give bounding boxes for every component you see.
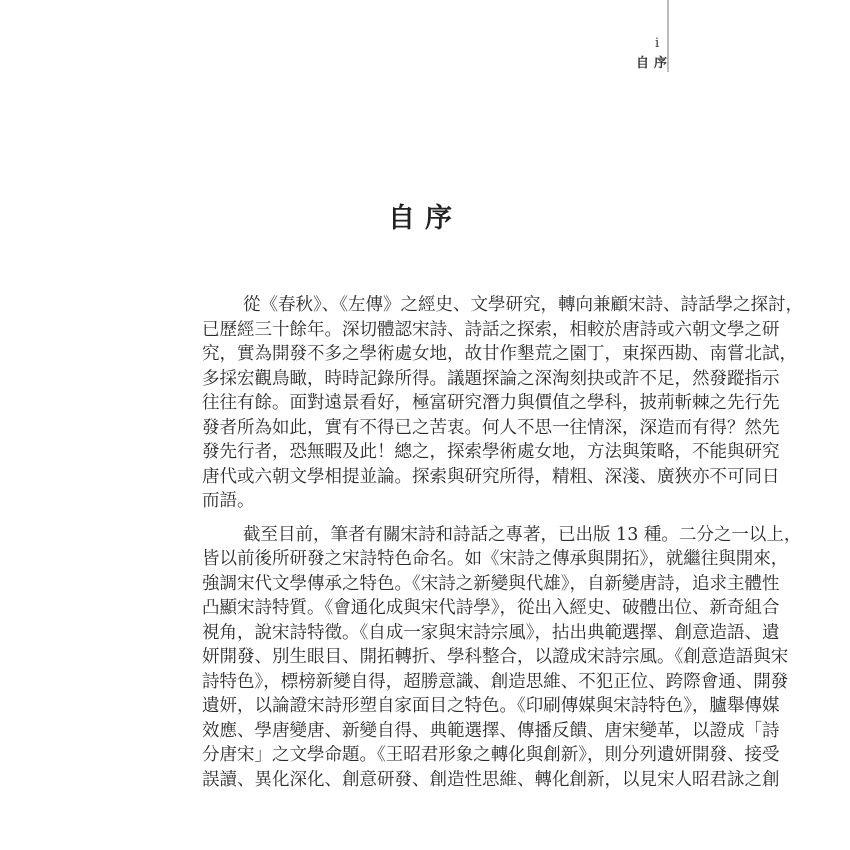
text-line: 唐代或六朝文學相提並論。探索與研究所得，精粗、深淺、廣狹亦不可同日 xyxy=(202,466,780,487)
chapter-title: 自序 xyxy=(388,203,462,234)
text-line: 發先行者，恐無暇及此！總之，探索學術處女地，方法與策略，不能與研究 xyxy=(202,442,780,462)
text-line: 妍開發、別生眼目、開拓轉折、學科整合，以證成宋詩宗風。《創意造語與宋 xyxy=(202,647,789,667)
text-line: 詩特色》，標榜新變自得，超勝意識、創造思維、不犯正位、跨際會通、開發 xyxy=(202,671,789,692)
text-line: 分唐宋」之文學命題。《王昭君形象之轉化與創新》，則分列遺妍開發、接受 xyxy=(202,745,780,765)
text-line: 已歷經三十餘年。深切體認宋詩、詩話之探索，相較於唐詩或六朝文學之研 xyxy=(202,319,780,340)
text-line: 多採宏觀鳥瞰，時時記錄所得。議題探論之深淘刻抉或許不足，然發蹤指示 xyxy=(202,368,780,389)
paragraph xyxy=(202,293,803,514)
text-line: 究，實為開發不多之學術處女地，故甘作墾荒之園丁，東探西勘、南嘗北試， xyxy=(202,344,797,364)
page-number: i xyxy=(655,36,660,51)
text-line: 凸顯宋詩特質。《會通化成與宋代詩學》，從出入經史、破體出位、新奇組合 xyxy=(202,598,780,618)
text-line: 強調宋代文學傳承之特色。《宋詩之新變與代雄》，自新變唐詩，追求主體性 xyxy=(202,573,780,594)
text-line: 誤讀、異化深化、創意研發、創造性思維、轉化創新，以見宋人昭君詠之創 xyxy=(202,769,780,790)
running-header-title: 自序 xyxy=(636,56,673,71)
body-text xyxy=(202,293,803,792)
text-line: 效應、學唐變唐、新變自得、典範選擇、傳播反饋、唐宋變革，以證成「詩 xyxy=(202,720,780,741)
text-line: 視角，說宋詩特徵。《自成一家與宋詩宗風》，拈出典範選擇、創意造語、遺 xyxy=(202,622,780,643)
text-line: 遺妍，以論證宋詩形塑自家面目之特色。《印刷傳媒與宋詩特色》，臚舉傳媒 xyxy=(202,696,780,716)
text-line: 截至目前，筆者有關宋詩和詩話之專著，已出版 13 種。二分之一以上， xyxy=(243,524,802,545)
text-line: 往往有餘。面對遠景看好，極富研究潛力與價值之學科，披荊斬棘之先行先 xyxy=(202,393,780,413)
text-line: 而語。 xyxy=(202,491,255,511)
text-line: 從《春秋》、《左傳》之經史、文學研究，轉向兼顧宋詩、詩話學之探討， xyxy=(243,295,803,315)
paragraph xyxy=(202,523,802,793)
text-line: 皆以前後所研發之宋詩特色命名。如《宋詩之傳承與開拓》，就繼往與開來， xyxy=(202,549,789,569)
text-line: 發者所為如此，實有不得已之苦衷。何人不思一往情深，深造而有得？然先 xyxy=(202,417,780,438)
